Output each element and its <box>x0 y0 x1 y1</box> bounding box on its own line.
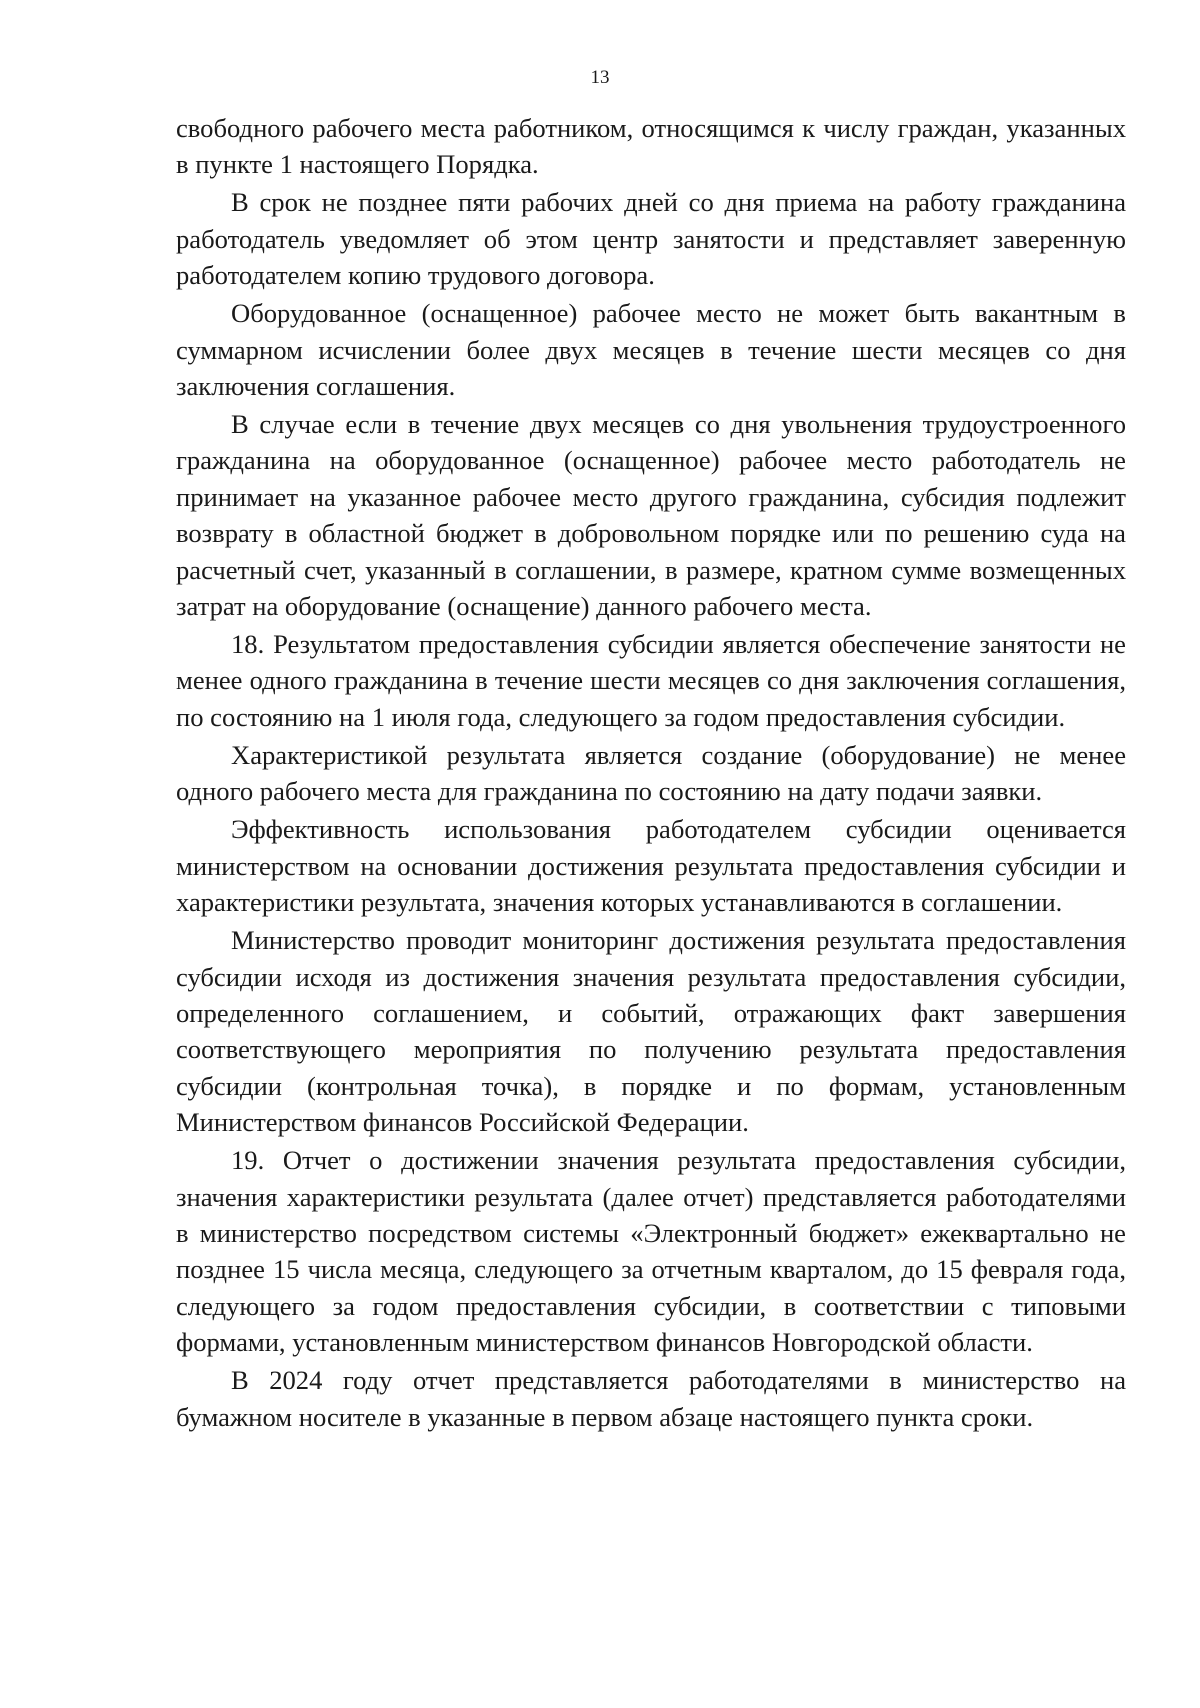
paragraph-item-19: 19. Отчет о достижении значения результата предоставления субсидии, значения характеристики результата (далее отчет) представляется работодателями в министерство посредством системы «Электронный бюджет» ежеквартально не позднее 15 числа месяца, следующего за отчетным кварталом, до 15 февраля года, следующего за годом предоставления субсидии, в соответствии с типовыми формами, установленным министерством финансов Новгородской области. <box>176 1145 1126 1358</box>
paragraph-efficiency: Эффективность использования работодателем субсидии оценивается министерством на основании достижения результата предоставления субсидии и характеристики результата, значения которых устанавливаются в соглашении. <box>176 814 1126 918</box>
paragraph-subsidy-return: В случае если в течение двух месяцев со дня увольнения трудоустроенного гражданина на оборудованное (оснащенное) рабочее место работодатель не принимает на указанное рабочее место другого гражданина, субсидия подлежит возврату в областной бюджет в добровольном порядке или по решению суда на расчетный счет, указанный в соглашении, в размере, кратном сумме возмещенных затрат на оборудование (оснащение) данного рабочего места. <box>176 409 1126 622</box>
page-number: 13 <box>590 67 610 88</box>
paragraph-continuation: свободного рабочего места работником, относящимся к числу граждан, указанных в пункте 1 настоящего Порядка. <box>176 113 1126 180</box>
paragraph-notification-deadline: В срок не позднее пяти рабочих дней со дня приема на работу гражданина работодатель уведомляет об этом центр занятости и представляет заверенную работодателем копию трудового договора. <box>176 187 1126 291</box>
document-body <box>176 110 1126 1437</box>
paragraph-result-characteristic: Характеристикой результата является создание (оборудование) не менее одного рабочего места для гражданина по состоянию на дату подачи заявки. <box>176 739 1126 807</box>
paragraph-vacancy-limit: Оборудованное (оснащенное) рабочее место не может быть вакантным в суммарном исчислении более двух месяцев в течение шести месяцев со дня заключения соглашения. <box>176 298 1126 402</box>
paragraph-2024-report: В 2024 году отчет представляется работодателями в министерство на бумажном носителе в указанные в первом абзаце настоящего пункта сроки. <box>176 1365 1126 1432</box>
paragraph-monitoring: Министерство проводит мониторинг достижения результата предоставления субсидии исходя из достижения значения результата предоставления субсидии, определенного соглашением, и событий, отражающих факт завершения соответствующего мероприятия по получению результата предоставления субсидии (контрольная точка), в порядке и по формам, установленным Министерством финансов Российской Федерации. <box>176 925 1126 1138</box>
paragraph-item-18: 18. Результатом предоставления субсидии является обеспечение занятости не менее одного гражданина в течение шести месяцев со дня заключения соглашения, по состоянию на 1 июля года, следующего за годом предоставления субсидии. <box>176 629 1126 732</box>
